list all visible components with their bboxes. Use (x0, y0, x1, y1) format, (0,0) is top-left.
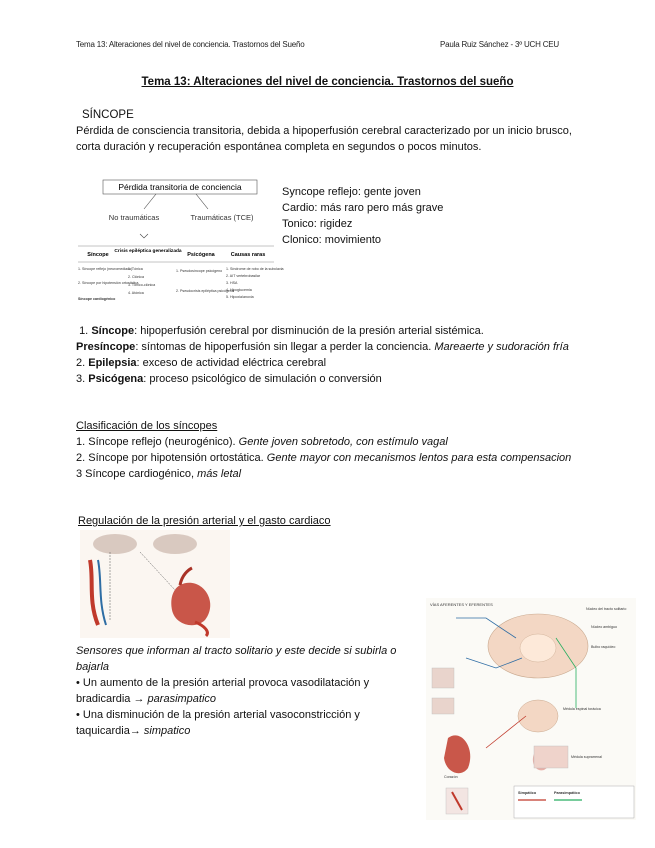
diagram-c4-3: 3. HSA (226, 281, 238, 285)
diagram-top: Pérdida transitoria de conciencia (118, 182, 242, 192)
fig-label-7: Simpático (518, 791, 537, 795)
bullet-2: • Una disminución de la presión arterial vasoconstricción y taquicardia→ simpatico (76, 709, 360, 737)
sincope-definition: Pérdida de consciencia transitoria, debida a hipoperfusión cerebral caracterizado por un inicio brusco, corta duración y recuperación espontánea completa en segundos o pocos minutos. (76, 125, 572, 153)
diagram-c3-1: 1. Pseudosíncope psicógeno (176, 269, 223, 273)
classification-heading: Clasificación de los síncopes (76, 420, 218, 432)
note-3: Tonico: rigidez (282, 218, 353, 230)
sensors-text: Sensores que informan al tracto solitario y este decide si subirla o bajarla (76, 645, 397, 673)
type-1: 1. Síncope: hipoperfusión cerebral por disminución de la presión arterial sistémica. (79, 325, 484, 337)
type-presincope: Presíncope: síntomas de hipoperfusión sin llegar a perder la conciencia. Mareaerte y sudoración fría (76, 341, 569, 353)
diagram-c4-2: 2. AIT vertebrobasilar (226, 274, 261, 278)
diagram-c4-4: 4. Hipoglucemia (226, 288, 252, 292)
page-title: Tema 13: Alteraciones del nivel de conciencia. Trastornos del sueño (141, 76, 514, 88)
baroreflex-illustration (80, 530, 230, 638)
diagram-col-head-1: Síncope (87, 252, 109, 258)
header-left: Tema 13: Alteraciones del nivel de conciencia. Trastornos del Sueño (76, 40, 305, 49)
class-item-1: 1. Síncope reflejo (neurogénico). Gente joven sobretodo, con estímulo vagal (76, 436, 448, 448)
brain-shape (93, 534, 137, 554)
header-right: Paula Ruiz Sánchez - 3º UCH CEU (440, 40, 559, 49)
note-4: Clonico: movimiento (282, 234, 382, 246)
diagram-c4-1: 1. Síndrome de robo de la subclavia (226, 267, 284, 271)
bullet-1: • Un aumento de la presión arterial provoca vasodilatación y bradicardia → parasimpatico (76, 677, 370, 705)
diagram-col-head-2: Crisis epiléptica generalizada (114, 249, 182, 254)
diagram-c3-2: 2. Pseudocrisis epiléptica psicógena (176, 289, 234, 293)
diagram-c4-5: 5. Hipoxia/anoxia (226, 295, 254, 299)
spinal-cord-shape (518, 700, 558, 732)
diagram-c2-3: 3. Tónico-clónica (128, 283, 156, 287)
diagram-left-branch: No traumáticas (108, 213, 160, 222)
class-item-2: 2. Síncope por hipotensión ortostática. Gente mayor con mecanismos lentos para esta compensacion (76, 452, 572, 464)
sincope-heading: SÍNCOPE (82, 109, 134, 121)
note-2: Cardio: más raro pero más grave (282, 202, 444, 214)
fig-label-8: Parasimpático (554, 791, 580, 795)
classification-section (76, 418, 576, 482)
autonomic-pathway-figure (426, 598, 636, 820)
regulation-text (76, 643, 416, 739)
diagram-c2-2: 2. Clónica (128, 275, 144, 279)
fig-label-6: Médula suprarrenal (571, 755, 602, 759)
class-item-3: 3 Síncope cardiogénico, más letal (76, 468, 242, 480)
diagram-c1-1: 1. Síncope reflejo (neuromediado) (78, 267, 133, 271)
fig-title: VÍAS AFERENTES Y EFERENTES (430, 602, 493, 607)
fig-label-2: Núcleo ambiguo (591, 625, 617, 629)
syncope-classification-diagram (76, 176, 284, 306)
fig-label-1: Núcleo del tracto solitario (586, 607, 627, 611)
diagram-notes (282, 184, 443, 248)
diagram-c1-2: 2. Síncope por hipotensión ortostática (78, 281, 139, 285)
diagram-col-head-4: Causas raras (230, 252, 266, 258)
syncope-types (76, 323, 586, 387)
fig-label-5: Corazón (444, 775, 458, 779)
diagram-c1-3: Síncope cardiogénico (78, 297, 116, 301)
diagram-right-branch: Traumáticas (TCE) (190, 213, 254, 222)
fig-label-3: Bulbo raquídeo (591, 645, 616, 649)
note-1: Syncope reflejo: gente joven (282, 186, 421, 198)
regulation-heading: Regulación de la presión arterial y el gasto cardiaco (78, 515, 331, 527)
type-3: 3. Psicógena: proceso psicológico de simulación o conversión (76, 373, 382, 385)
diagram-c2-1: 1. Tónica (128, 267, 143, 271)
diagram-c2-4: 4. Atónica (128, 291, 144, 295)
diagram-col-head-3: Psicógena (187, 252, 215, 258)
fig-label-4: Médula espinal torácica (563, 707, 601, 711)
type-2: 2. Epilepsia: exceso de actividad eléctrica cerebral (76, 357, 327, 369)
